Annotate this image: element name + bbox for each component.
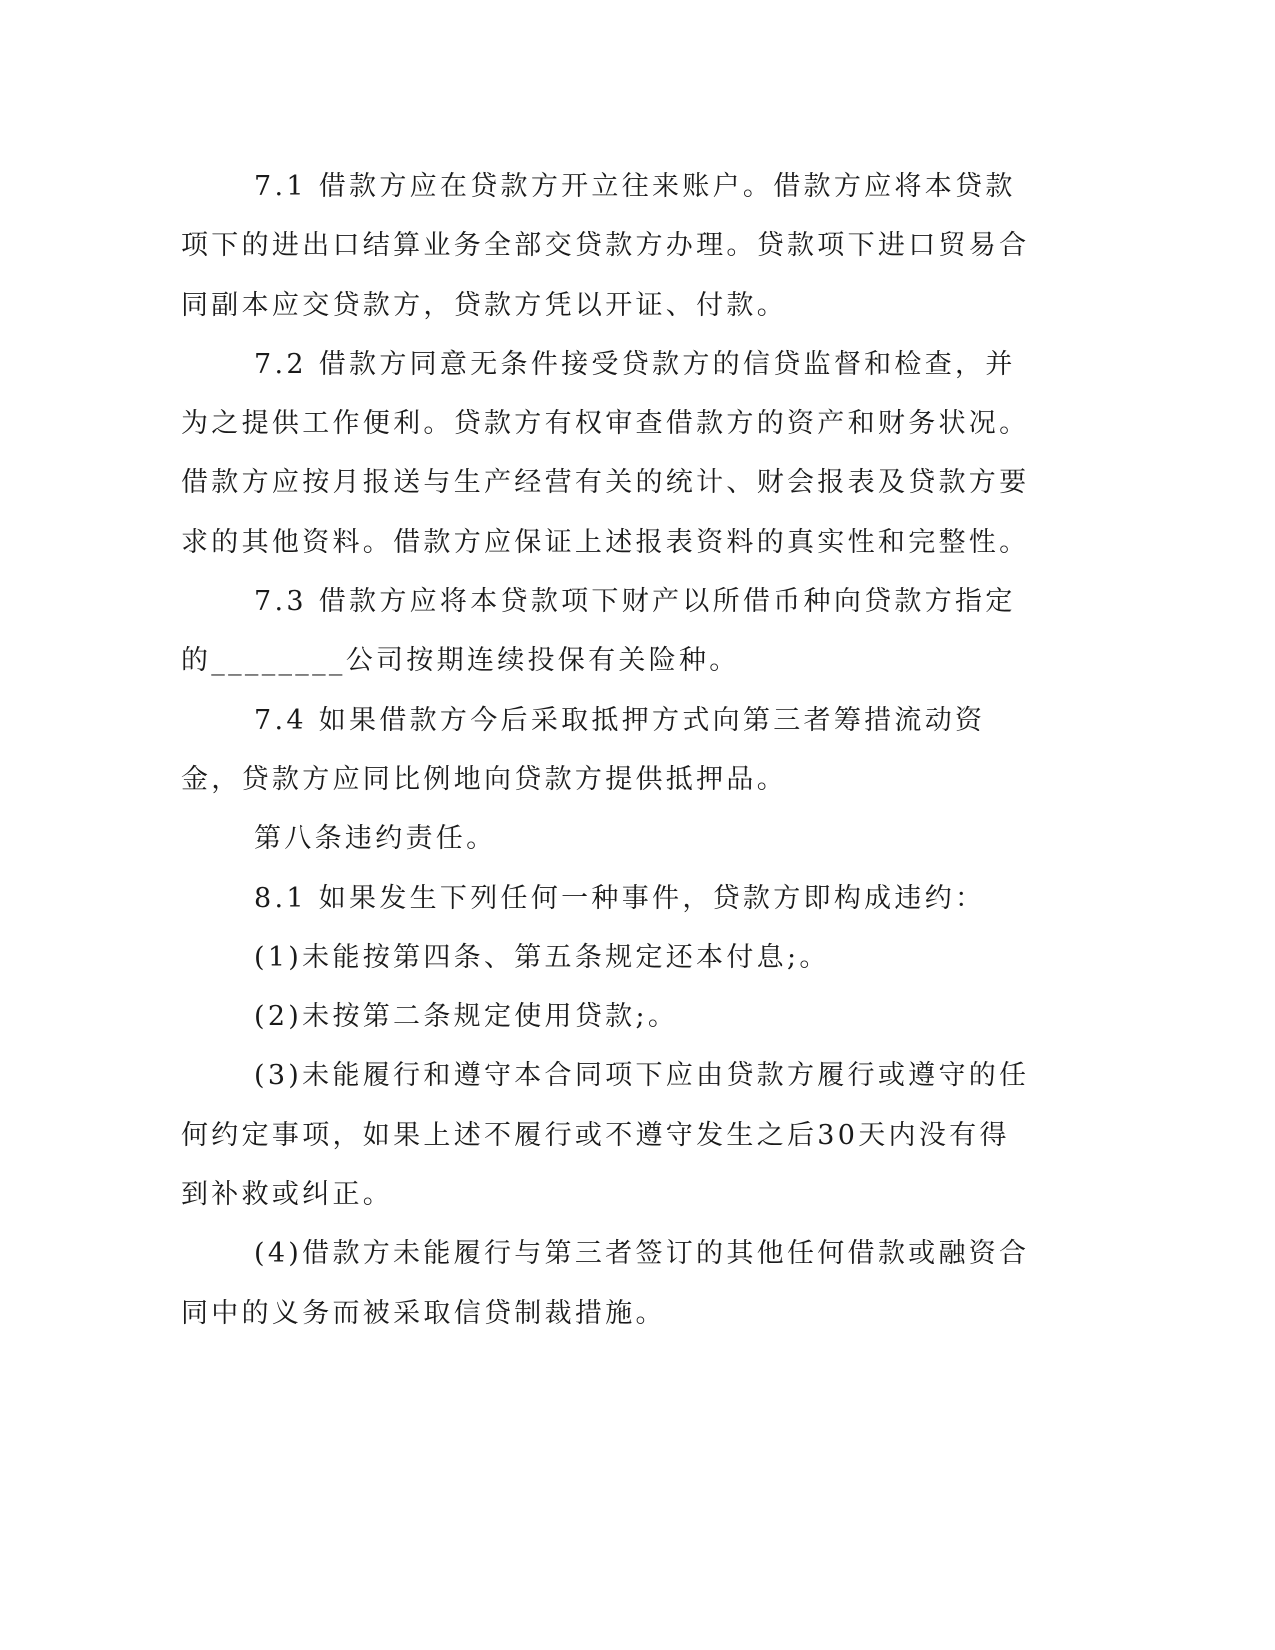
clause-7-3: 7.3 借款方应将本贷款项下财产以所借币种向贷款方指定的________公司按期连续投保有关险种。 — [181, 586, 1016, 677]
clause-7-1: 7.1 借款方应在贷款方开立往来账户。借款方应将本贷款项下的进出口结算业务全部交贷款方办理。贷款项下进口贸易合同副本应交贷款方，贷款方凭以开证、付款。 — [181, 171, 1030, 321]
clause-7-2: 7.2 借款方同意无条件接受贷款方的信贷监督和检查，并为之提供工作便利。贷款方有权审查借款方的资产和财务状况。借款方应按月报送与生产经营有关的统计、财会报表及贷款方要求的其他资料。借款方应保证上述报表资料的真实性和完整性。 — [181, 348, 1030, 558]
clause-8-1-item-3: (3)未能履行和遵守本合同项下应由贷款方履行或遵守的任何约定事项，如果上述不履行或不遵守发生之后30天内没有得到补救或纠正。 — [181, 1060, 1030, 1211]
clause-8-1-item-2: (2)未按第二条规定使用贷款;。 — [254, 1001, 679, 1033]
clause-7-4: 7.4 如果借款方今后采取抵押方式向第三者筹措流动资金，贷款方应同比例地向贷款方提供抵押品。 — [181, 704, 986, 795]
document-body — [181, 157, 1031, 1343]
clause-8-1: 8.1 如果发生下列任何一种事件，贷款方即构成违约： — [254, 882, 986, 914]
article-8-heading: 第八条违约责任。 — [254, 823, 497, 855]
clause-8-1-item-1: (1)未能按第四条、第五条规定还本付息;。 — [254, 941, 830, 973]
clause-8-1-item-4: (4)借款方未能履行与第三者签订的其他任何借款或融资合同中的义务而被采取信贷制裁措施。 — [181, 1238, 1030, 1329]
